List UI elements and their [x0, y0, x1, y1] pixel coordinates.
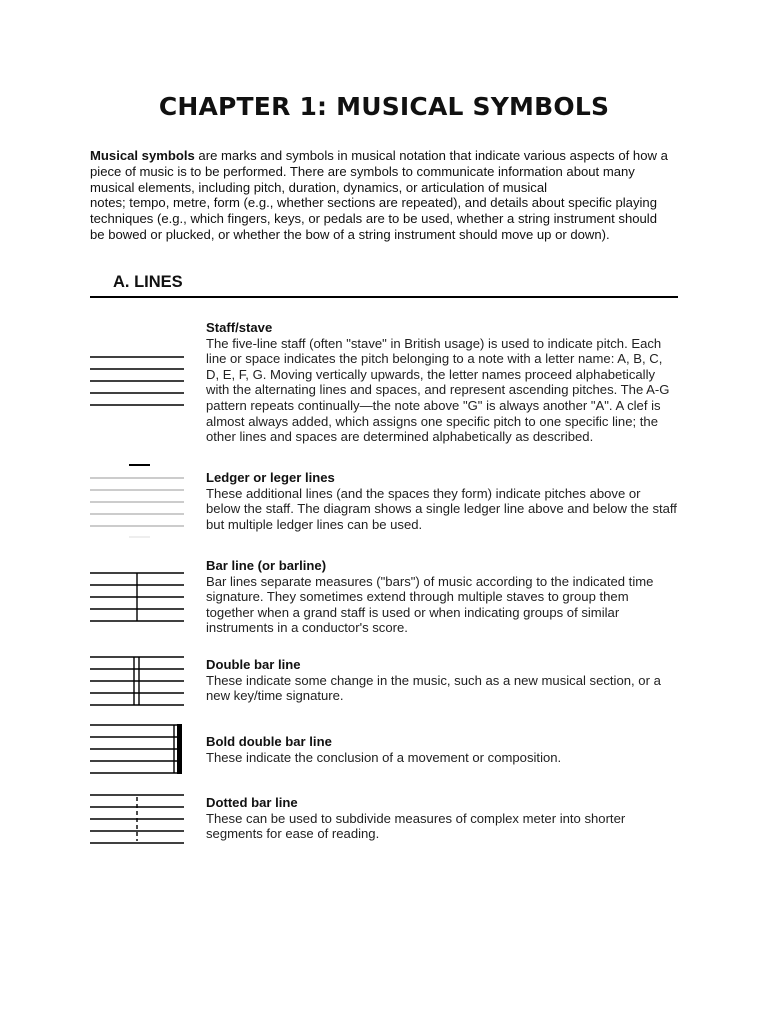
intro-line: be bowed or plucked, or whether the bow of a string instrument should move up or down).: [90, 226, 610, 242]
entry-bold-double-bar-line: [206, 734, 696, 765]
bold-double-bar-line-diagram: [88, 720, 188, 780]
entry-title: Staff/stave: [206, 320, 273, 335]
dotted-bar-line-diagram: [88, 788, 188, 848]
desc-line: segments for ease of reading.: [206, 826, 380, 842]
entry-desc: [206, 750, 696, 766]
entry-desc: [206, 673, 696, 704]
entry-double-bar-line: [206, 657, 696, 704]
desc-line: together when a grand staff is used or when indicating groups of similar: [206, 604, 620, 620]
bar-line-diagram: [88, 566, 188, 626]
entry-title: Dotted bar line: [206, 795, 298, 810]
ledger-lines-diagram: [88, 458, 188, 542]
entry-title: Double bar line: [206, 657, 301, 672]
entry-title: Bold double bar line: [206, 734, 332, 749]
intro-line: are marks and symbols in musical notation that indicate various aspects of how a: [194, 148, 668, 163]
entry-bar-line: [206, 558, 696, 636]
page-title: CHAPTER 1: MUSICAL SYMBOLS: [158, 92, 610, 121]
section-divider: [90, 296, 678, 298]
desc-line: with the alternating lines and spaces, and represent ascending pitches. The A-G: [206, 382, 670, 398]
entry-title: Bar line (or barline): [206, 558, 327, 573]
desc-line: new key/time signature.: [206, 688, 344, 704]
intro-line: musical elements, including pitch, duration, dynamics, or articulation of musical: [90, 179, 548, 195]
entry-desc: [206, 574, 696, 636]
entry-staff: [206, 320, 696, 445]
intro-line: techniques (e.g., which fingers, keys, or pedals are to be used, whether a string instrument should: [90, 211, 657, 227]
entry-desc: [206, 486, 696, 533]
desc-line: but multiple ledger lines can be used.: [206, 516, 423, 532]
desc-line: These indicate some change in the music, such as a new musical section, or a: [206, 672, 661, 688]
desc-line: pattern repeats continually—the note above "G" is always another "A". A clef is: [206, 397, 661, 413]
desc-line: These additional lines (and the spaces they form) indicate pitches above or: [206, 485, 641, 501]
staff-diagram: [88, 350, 188, 410]
desc-line: D, E, F, G. Moving vertically upwards, the letter names proceed alphabetically: [206, 366, 656, 382]
desc-line: signature. They sometimes extend through multiple staves to group them: [206, 589, 629, 605]
desc-line: other lines and spaces are determined alphabetically as described.: [206, 429, 594, 445]
desc-line: The five-line staff (often "stave" in British usage) is used to indicate pitch. Each: [206, 335, 662, 351]
desc-line: Bar lines separate measures ("bars") of music according to the indicated time: [206, 573, 654, 589]
intro-term: Musical symbols: [90, 148, 195, 163]
section-heading: A. LINES: [113, 273, 183, 291]
intro-paragraph: [90, 148, 690, 243]
desc-line: below the staff. The diagram shows a single ledger line above and below the staff: [206, 501, 677, 517]
desc-line: line or space indicates the pitch belonging to a note with a letter name: A, B, C,: [206, 351, 663, 367]
entry-ledger-lines: [206, 470, 696, 532]
desc-line: These indicate the conclusion of a movement or composition.: [206, 749, 562, 765]
desc-line: almost always added, which assigns one specific pitch to one specific line; the: [206, 413, 658, 429]
intro-line: piece of music is to be performed. There are symbols to communicate information about many: [90, 163, 635, 179]
entry-dotted-bar-line: [206, 795, 696, 842]
entry-desc: [206, 336, 696, 445]
entry-title: Ledger or leger lines: [206, 470, 335, 485]
intro-line: notes; tempo, metre, form (e.g., whether sections are repeated), and details about specific playing: [90, 195, 657, 211]
entry-desc: [206, 811, 696, 842]
desc-line: These can be used to subdivide measures of complex meter into shorter: [206, 810, 626, 826]
desc-line: instruments in a conductor's score.: [206, 620, 408, 636]
double-bar-line-diagram: [88, 650, 188, 710]
